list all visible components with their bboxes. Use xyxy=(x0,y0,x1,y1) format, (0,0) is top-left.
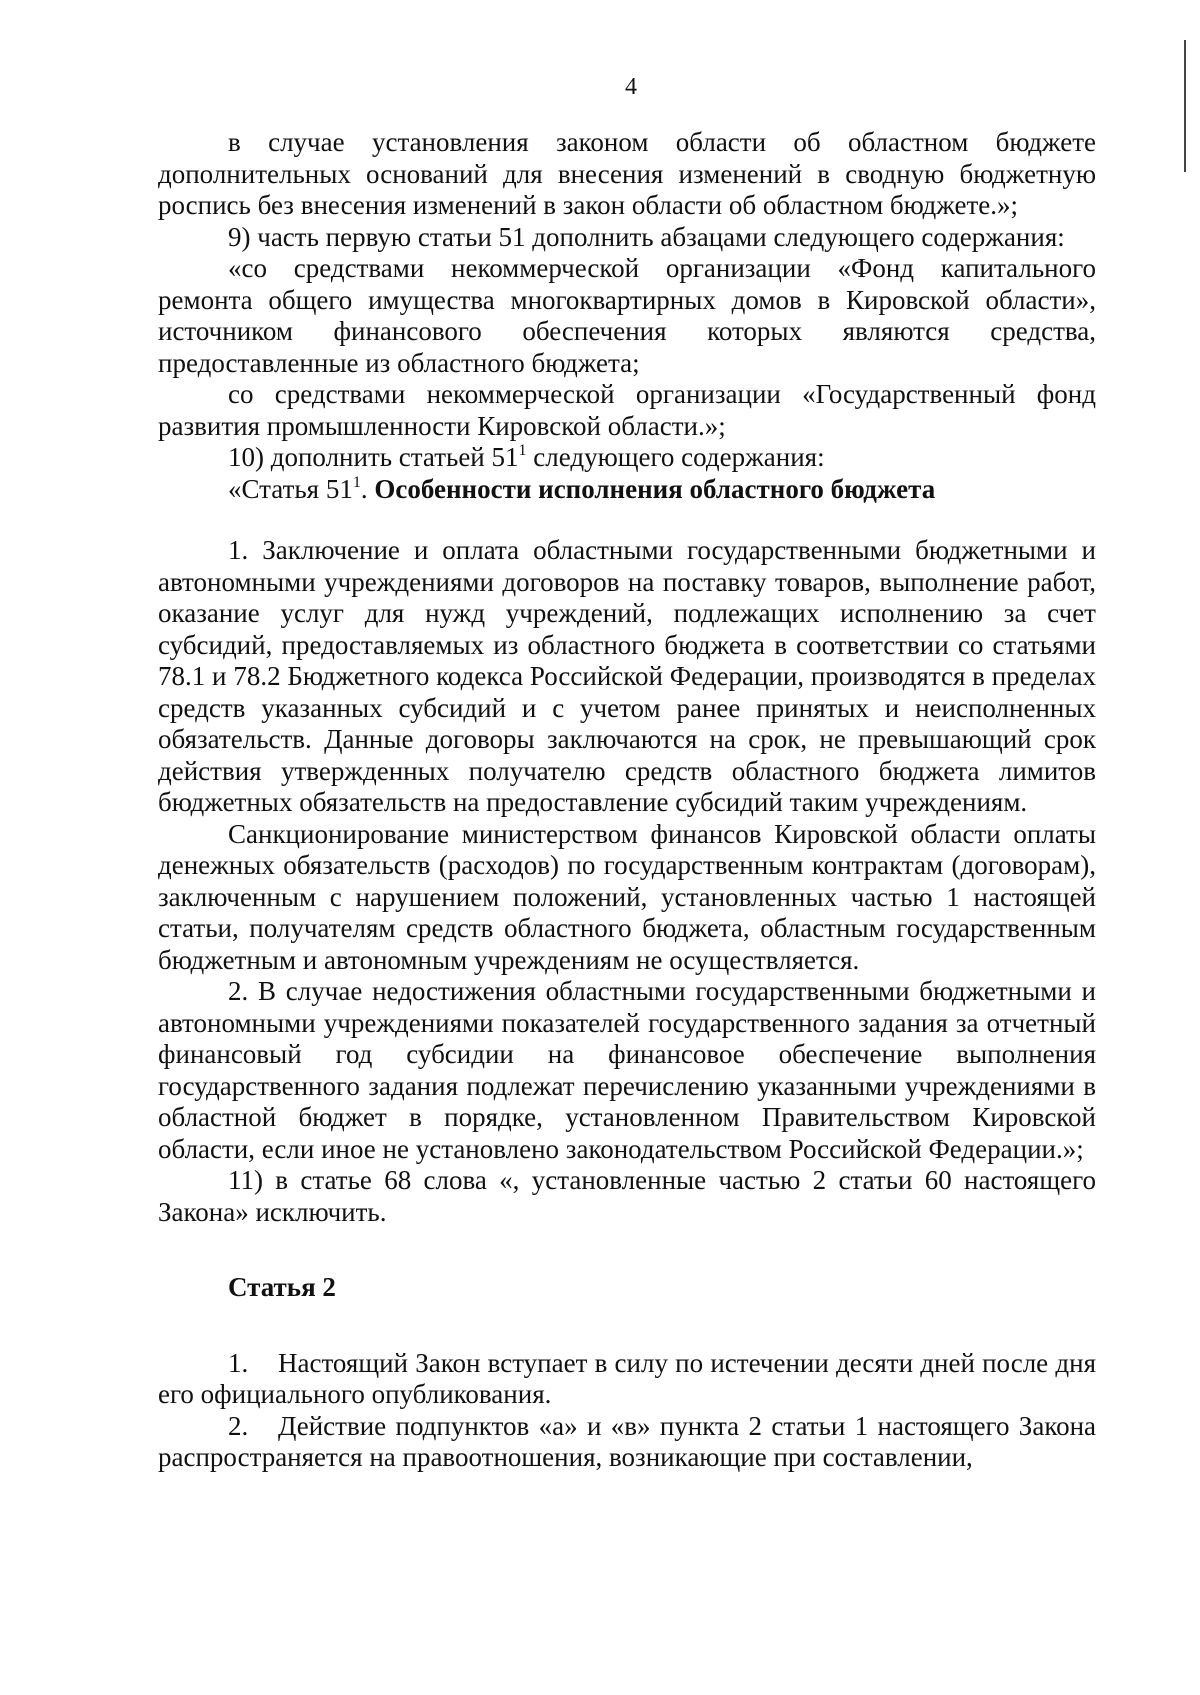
superscript: 1 xyxy=(352,473,361,491)
article-2-heading: Статья 2 xyxy=(228,1272,336,1302)
item-number: 1. xyxy=(228,1347,249,1378)
paragraph: 2. В случае недостижения областными государственными бюджетными и автономными учреждениями показателей государственного задания за отчетный финансовый год субсидии на финансовое обеспечение выполнения государственного задания подлежат перечислению указанными учреждениями в областной бюджет в порядке, установленном Правительством Кировской области, если иное не установлено законодательством Российской Федерации.»; xyxy=(158,976,1096,1164)
paragraph: в случае установления законом области об областном бюджете дополнительных оснований для внесения изменений в сводную бюджетную роспись без внесения изменений в закон области об областном бюджете.»; xyxy=(158,127,1096,220)
paragraph-text: 10) дополнить статьей 51 xyxy=(228,442,519,472)
paragraph: 11) в статье 68 слова «, установленные частью 2 статьи 60 настоящего Закона» исключить. xyxy=(158,1165,1096,1227)
paragraph-text: Настоящий Закон вступает в силу по истечении десяти дней после дня его официального опубликования. xyxy=(158,1347,1096,1409)
scan-edge-line xyxy=(1184,40,1186,172)
article-dot: . xyxy=(360,473,375,504)
paragraph xyxy=(158,1411,1096,1474)
page-number: 4 xyxy=(625,74,637,100)
document-body xyxy=(158,127,1096,1474)
article-title: Особенности исполнения областного бюджета xyxy=(374,473,936,504)
paragraph-text: следующего содержания: xyxy=(526,442,825,472)
paragraph xyxy=(158,442,1096,474)
paragraph: «со средствами некоммерческой организации «Фонд капитального ремонта общего имущества многоквартирных домов в Кировской области», источником финансового обеспечения которых являются средства, предоставленные из областного бюджета; xyxy=(158,253,1096,378)
paragraph xyxy=(158,1348,1096,1411)
article-title-line xyxy=(158,474,1096,506)
paragraph-text: Действие подпунктов «а» и «в» пункта 2 статьи 1 настоящего Закона распространяется на правоотношения, возникающие при составлении, xyxy=(158,1410,1096,1472)
paragraph: Санкционирование министерством финансов Кировской области оплаты денежных обязательств (расходов) по государственным контрактам (договорам), заключенным с нарушением положений, установленных частью 1 настоящей статьи, получателям средств областного бюджета, областным государственным бюджетным и автономным учреждениям не осуществляется. xyxy=(158,818,1096,975)
article-label: «Статья 51 xyxy=(228,473,353,504)
paragraph: со средствами некоммерческой организации «Государственный фонд развития промышленности Кировской области.»; xyxy=(158,379,1096,441)
paragraph: 1. Заключение и оплата областными государственными бюджетными и автономными учреждениями договоров на поставку товаров, выполнение работ, оказание услуг для нужд учреждений, подлежащих исполнению за счет субсидий, предоставляемых из областного бюджета в соответствии со статьями 78.1 и 78.2 Бюджетного кодекса Российской Федерации, производятся в пределах средств указанных субсидий и с учетом ранее принятых и неисполненных обязательств. Данные договоры заключаются на срок, не превышающий срок действия утвержденных получателю средств областного бюджета лимитов бюджетных обязательств на предоставление субсидий таким учреждениям. xyxy=(158,535,1096,817)
paragraph: 9) часть первую статьи 51 дополнить абзацами следующего содержания: xyxy=(228,221,1065,252)
superscript: 1 xyxy=(518,442,527,459)
item-number: 2. xyxy=(228,1410,249,1441)
